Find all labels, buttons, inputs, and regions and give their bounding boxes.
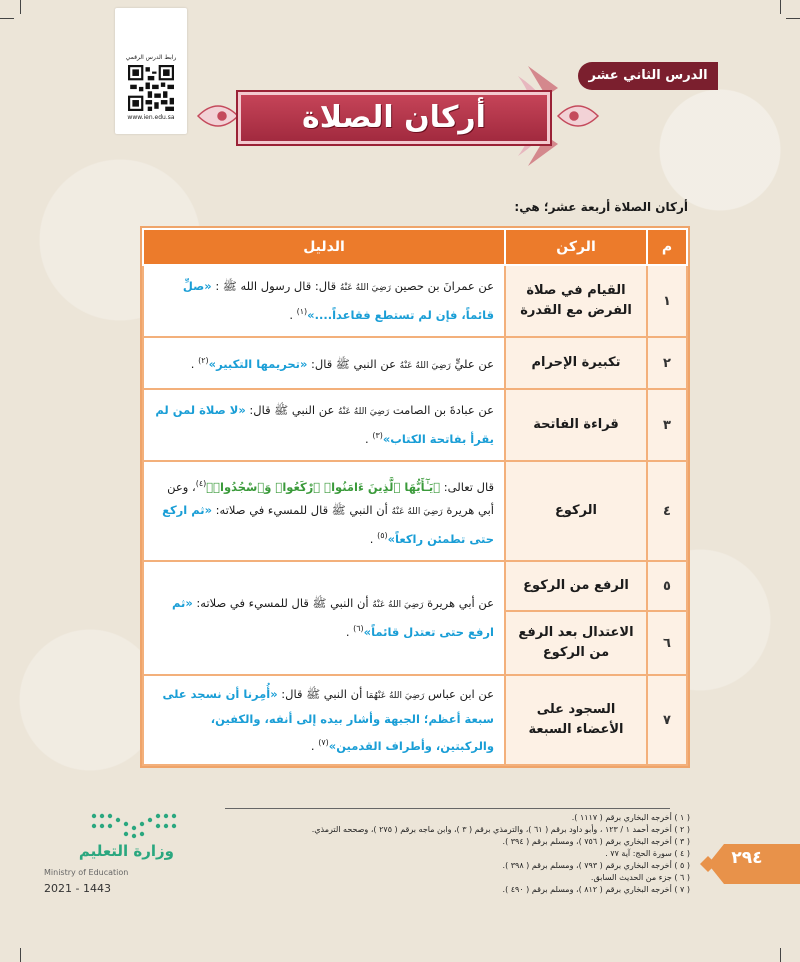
qr-code-icon — [128, 65, 174, 111]
ministry-name-ar: وزارة التعليم — [78, 842, 174, 860]
hadith-quote: «صلِّ قائماً، فإن لم تستطع فقاعداً....» — [182, 279, 494, 322]
crop-mark — [0, 18, 14, 19]
header-evidence: الدليل — [143, 229, 505, 265]
honorific: رَضِيَ اللهُ عَنْهُ — [339, 283, 391, 294]
table-row — [143, 389, 687, 461]
table-row — [143, 337, 687, 389]
crop-mark — [20, 948, 21, 962]
qr-label: رابط الدرس الرقمي — [125, 54, 177, 61]
row-num: ٧ — [647, 675, 687, 765]
row-num: ٣ — [647, 389, 687, 461]
page-number: ٢٩٤ — [731, 848, 763, 868]
honorific: رَضِيَ اللهُ عَنْهُمَا — [365, 690, 425, 701]
evidence-text: ، وعن أبي هريرة — [167, 479, 494, 517]
evidence-text: عن عليٍّ — [450, 356, 494, 371]
ministry-logo — [44, 810, 184, 900]
evidence-text: أن النبي ﷺ قال: — [277, 686, 366, 701]
crop-mark — [786, 18, 800, 19]
quran-verse: ﴿يَـٰٓأَيُّهَا ٱلَّذِينَ ءَامَنُوا۟ ٱرْكَعُوا۟ وَٱسْجُدُوا۟﴾ — [206, 479, 441, 494]
evidence-text: . — [365, 431, 373, 446]
row-evidence — [143, 461, 505, 561]
row-pillar: تكبيرة الإحرام — [505, 337, 647, 389]
digital-lesson-qr[interactable] — [115, 8, 187, 134]
row-pillar: الرفع من الركوع — [505, 561, 647, 611]
footnote-divider — [225, 808, 670, 809]
footnote: ( ٦ ) جزء من الحديث السابق. — [590, 873, 690, 882]
table-header-row — [143, 229, 687, 265]
footnote: ( ٥ ) أخرجه البخاري برقم ( ٧٩٣ )، ومسلم برقم ( ٣٩٨ ). — [502, 861, 690, 870]
ministry-name-en: Ministry of Education — [44, 868, 129, 877]
header-num: م — [647, 229, 687, 265]
table-row — [143, 561, 687, 611]
row-evidence — [143, 675, 505, 765]
hadith-quote: «أُمِرنا أن نسجد على سبعة أعظم؛ الجبهة وأشار بيده إلى أنفه، والكفين، والركبتين، وأطراف القدمين» — [162, 686, 494, 753]
honorific: رَضِيَ اللهُ عَنْهُ — [399, 360, 451, 371]
evidence-text: قال: قال رسول الله ﷺ : — [211, 279, 340, 294]
row-pillar: قراءة الفاتحة — [505, 389, 647, 461]
footnote: ( ١ ) أخرجه البخاري برقم ( ١١١٧ ). — [571, 813, 690, 822]
row-evidence — [143, 337, 505, 389]
row-pillar: السجود على الأعضاء السبعة — [505, 675, 647, 765]
lesson-title: أركان الصلاة — [238, 92, 550, 144]
footnotes — [312, 812, 690, 896]
footnote-ref: (٧) — [318, 737, 329, 747]
evidence-text: . — [289, 307, 297, 322]
evidence-text: عن عمرانَ بن حصين — [391, 279, 494, 294]
intro-text: أركان الصلاة أربعة عشر؛ هي: — [514, 200, 688, 214]
footnote-ref: (٦) — [353, 624, 364, 634]
pillars-table — [142, 228, 688, 766]
hadith-quote: «ثم اركع حتى تطمئن راكعاً» — [162, 502, 494, 546]
evidence-text: عن ابن عباس — [424, 686, 494, 701]
evidence-text: قال تعالى: — [440, 479, 494, 494]
row-num: ٥ — [647, 561, 687, 611]
evidence-text: أن النبي ﷺ قال للمسيء في صلاته: — [192, 596, 373, 611]
qr-url: www.ien.edu.sa — [127, 114, 175, 121]
row-pillar: القيام في صلاة الفرض مع القدرة — [505, 265, 647, 337]
row-pillar: الاعتدال بعد الرفع من الركوع — [505, 611, 647, 675]
honorific: رَضِيَ اللهُ عَنْهُ — [391, 506, 443, 517]
evidence-text: . — [190, 356, 199, 371]
footnote: ( ٢ ) أخرجه أحمد ١ / ١٢٣ ، وأبو داود برقم ( ٦١ )، والترمذي برقم ( ٣ )، وابن ماجه برقم ( ٢٧٥ )، وصححه الترمذي. — [311, 825, 690, 834]
footnote-ref: (٢) — [198, 355, 209, 365]
crop-mark — [20, 0, 21, 14]
row-num: ٦ — [647, 611, 687, 675]
row-num: ٢ — [647, 337, 687, 389]
crop-mark — [780, 0, 781, 14]
evidence-text: عن عبادةَ بن الصامت — [389, 403, 494, 418]
table-row — [143, 265, 687, 337]
evidence-text: أن النبي ﷺ قال للمسيء في صلاته: — [212, 502, 392, 517]
header-pillar: الركن — [505, 229, 647, 265]
ministry-year: 2021 - 1443 — [44, 882, 111, 895]
evidence-text: . — [369, 531, 378, 546]
crop-mark — [780, 948, 781, 962]
footnote-ref: (١) — [296, 307, 308, 317]
evidence-text: . — [345, 624, 354, 639]
evidence-text: عن النبي ﷺ قال: — [307, 356, 400, 371]
footnote-ref: (٤) — [195, 478, 207, 488]
row-evidence — [143, 389, 505, 461]
table-row — [143, 675, 687, 765]
row-num: ٤ — [647, 461, 687, 561]
honorific: رَضِيَ اللهُ عَنْهُ — [338, 407, 390, 418]
evidence-text: عن أبي هريرة — [423, 596, 494, 611]
row-pillar: الركوع — [505, 461, 647, 561]
footnote: ( ٧ ) أخرجه البخاري برقم ( ٨١٢ )، ومسلم برقم ( ٤٩٠ ). — [502, 885, 690, 894]
row-num: ١ — [647, 265, 687, 337]
row-evidence — [143, 561, 505, 675]
hadith-quote: «ثم ارفع حتى تعتدل قائماً» — [171, 596, 494, 639]
ministry-logo-icon — [88, 810, 184, 840]
footnote-ref: (٥) — [377, 530, 388, 540]
hadith-quote: «لا صلاة لمن لم يقرأ بفاتحة الكتاب» — [155, 403, 494, 446]
footnote-ref: (٣) — [372, 431, 383, 441]
footnote: ( ٤ ) سورة الحج: آية ٧٧ . — [605, 849, 690, 858]
row-evidence — [143, 265, 505, 337]
table-row — [143, 461, 687, 561]
hadith-quote: «تحريمها التكبير» — [208, 356, 308, 371]
evidence-text: . — [310, 738, 319, 753]
honorific: رَضِيَ اللهُ عَنْهُ — [372, 600, 424, 611]
evidence-text: عن النبي ﷺ قال: — [245, 403, 339, 418]
lesson-number-badge: الدرس الثاني عشر — [578, 62, 718, 90]
footnote: ( ٣ ) أخرجه البخاري برقم ( ٧٥٦ )، ومسلم برقم ( ٣٩٤ ). — [502, 837, 690, 846]
